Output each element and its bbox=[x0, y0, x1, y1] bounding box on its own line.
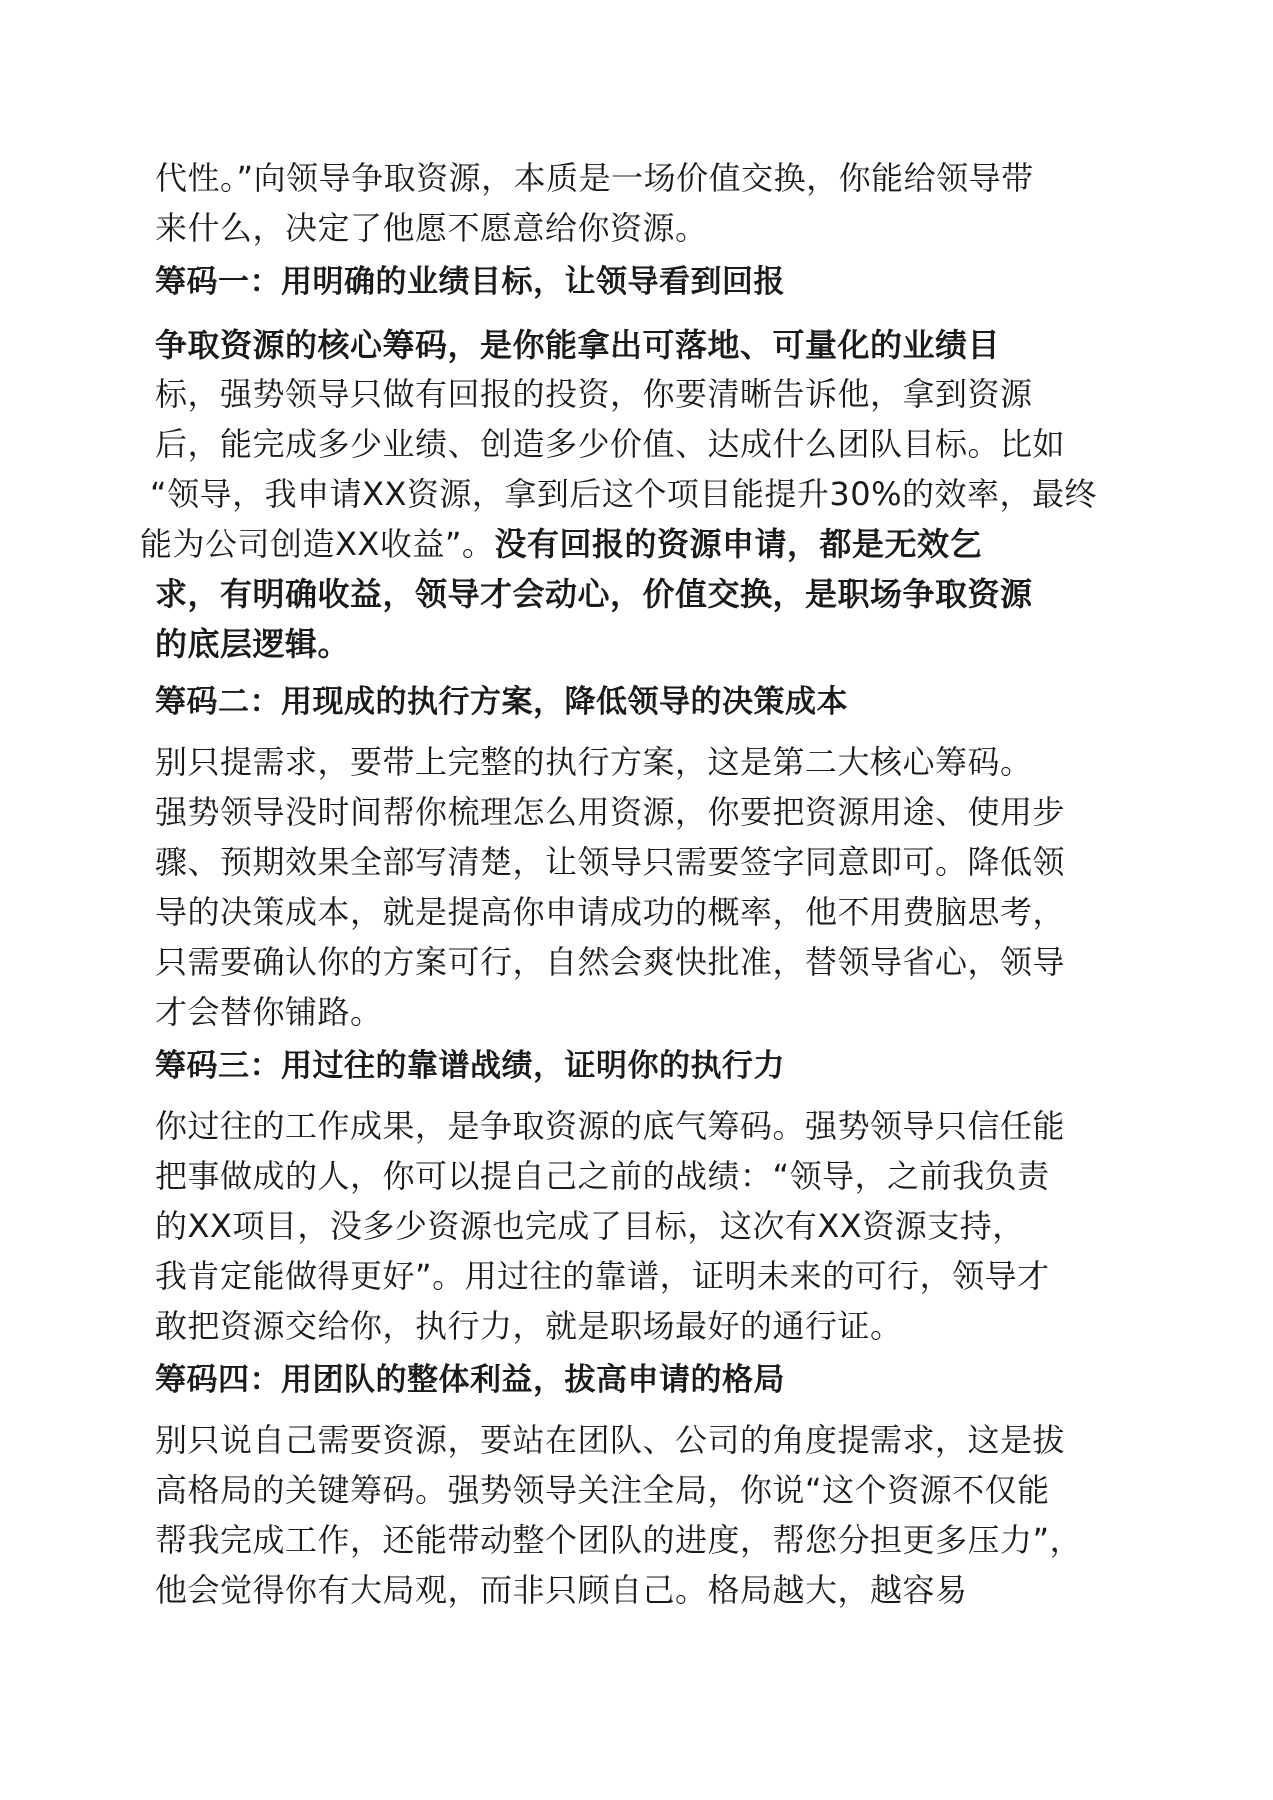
body-text-line: 只需要确认你的方案可行，自然会爽快批准，替领导省心，领导 bbox=[155, 943, 1066, 981]
body-text-line: 他会觉得你有大局观，而非只顾自己。格局越大，越容易 bbox=[155, 1571, 968, 1609]
body-text-line: 标，强势领导只做有回报的投资，你要清晰告诉他，拿到资源 bbox=[155, 375, 1033, 413]
body-text-line: 强势领导没时间帮你梳理怎么用资源，你要把资源用途、使用步 bbox=[155, 793, 1066, 831]
body-text-line: 代性。”向领导争取资源，本质是一场价值交换，你能给领导带 bbox=[155, 159, 1034, 197]
bold-text-line: 争取资源的核心筹码，是你能拿出可落地、可量化的业绩目 bbox=[155, 326, 1001, 364]
body-text-line: 导的决策成本，就是提高你申请成功的概率，他不用费脑思考， bbox=[155, 893, 1066, 931]
section-heading-1: 筹码一：用明确的业绩目标，让领导看到回报 bbox=[155, 264, 785, 300]
body-text-line: 帮我完成工作，还能带动整个团队的进度，帮您分担更多压力”， bbox=[155, 1521, 1083, 1559]
body-text-line: 别只提需求，要带上完整的执行方案，这是第二大核心筹码。 bbox=[155, 743, 1033, 781]
body-text-line: 骤、预期效果全部写清楚，让领导只需要签字同意即可。降低领 bbox=[155, 843, 1066, 881]
body-text-line: 把事做成的人，你可以提自己之前的战绩：“领导，之前我负责 bbox=[155, 1157, 1050, 1195]
body-text-line: 才会替你铺路。 bbox=[155, 993, 383, 1031]
section-heading-2: 筹码二：用现成的执行方案，降低领导的决策成本 bbox=[155, 684, 848, 720]
body-text-line: 高格局的关键筹码。强势领导关注全局，你说“这个资源不仅能 bbox=[155, 1471, 1050, 1509]
body-text-line: 别只说自己需要资源，要站在团队、公司的角度提需求，这是拔 bbox=[155, 1421, 1066, 1459]
body-text-line: 后，能完成多少业绩、创造多少价值、达成什么团队目标。比如 bbox=[155, 425, 1066, 463]
section-heading-3: 筹码三：用过往的靠谱战绩，证明你的执行力 bbox=[155, 1048, 785, 1084]
body-text-line: 敢把资源交给你，执行力，就是职场最好的通行证。 bbox=[155, 1307, 903, 1345]
body-text-span: 能为公司创造XX收益”。 bbox=[140, 525, 495, 563]
mixed-text-line bbox=[140, 524, 982, 564]
body-text-line: 你过往的工作成果，是争取资源的底气筹码。强势领导只信任能 bbox=[155, 1107, 1066, 1145]
bold-text-line: 求，有明确收益，领导才会动心，价值交换，是职场争取资源 bbox=[155, 575, 1033, 613]
body-text-line: “领导，我申请XX资源，拿到后这个项目能提升30%的效率，最终 bbox=[150, 475, 1098, 513]
body-text-line: 来什么，决定了他愿不愿意给你资源。 bbox=[155, 209, 708, 247]
bold-text-line: 的底层逻辑。 bbox=[155, 625, 351, 663]
body-text-line: 的XX项目，没多少资源也完成了目标，这次有XX资源支持， bbox=[155, 1207, 1025, 1245]
body-text-line: 我肯定能做得更好”。用过往的靠谱，证明未来的可行，领导才 bbox=[155, 1257, 1050, 1295]
bold-text-span: 没有回报的资源申请，都是无效乞 bbox=[494, 525, 982, 563]
section-heading-4: 筹码四：用团队的整体利益，拔高申请的格局 bbox=[155, 1362, 785, 1398]
